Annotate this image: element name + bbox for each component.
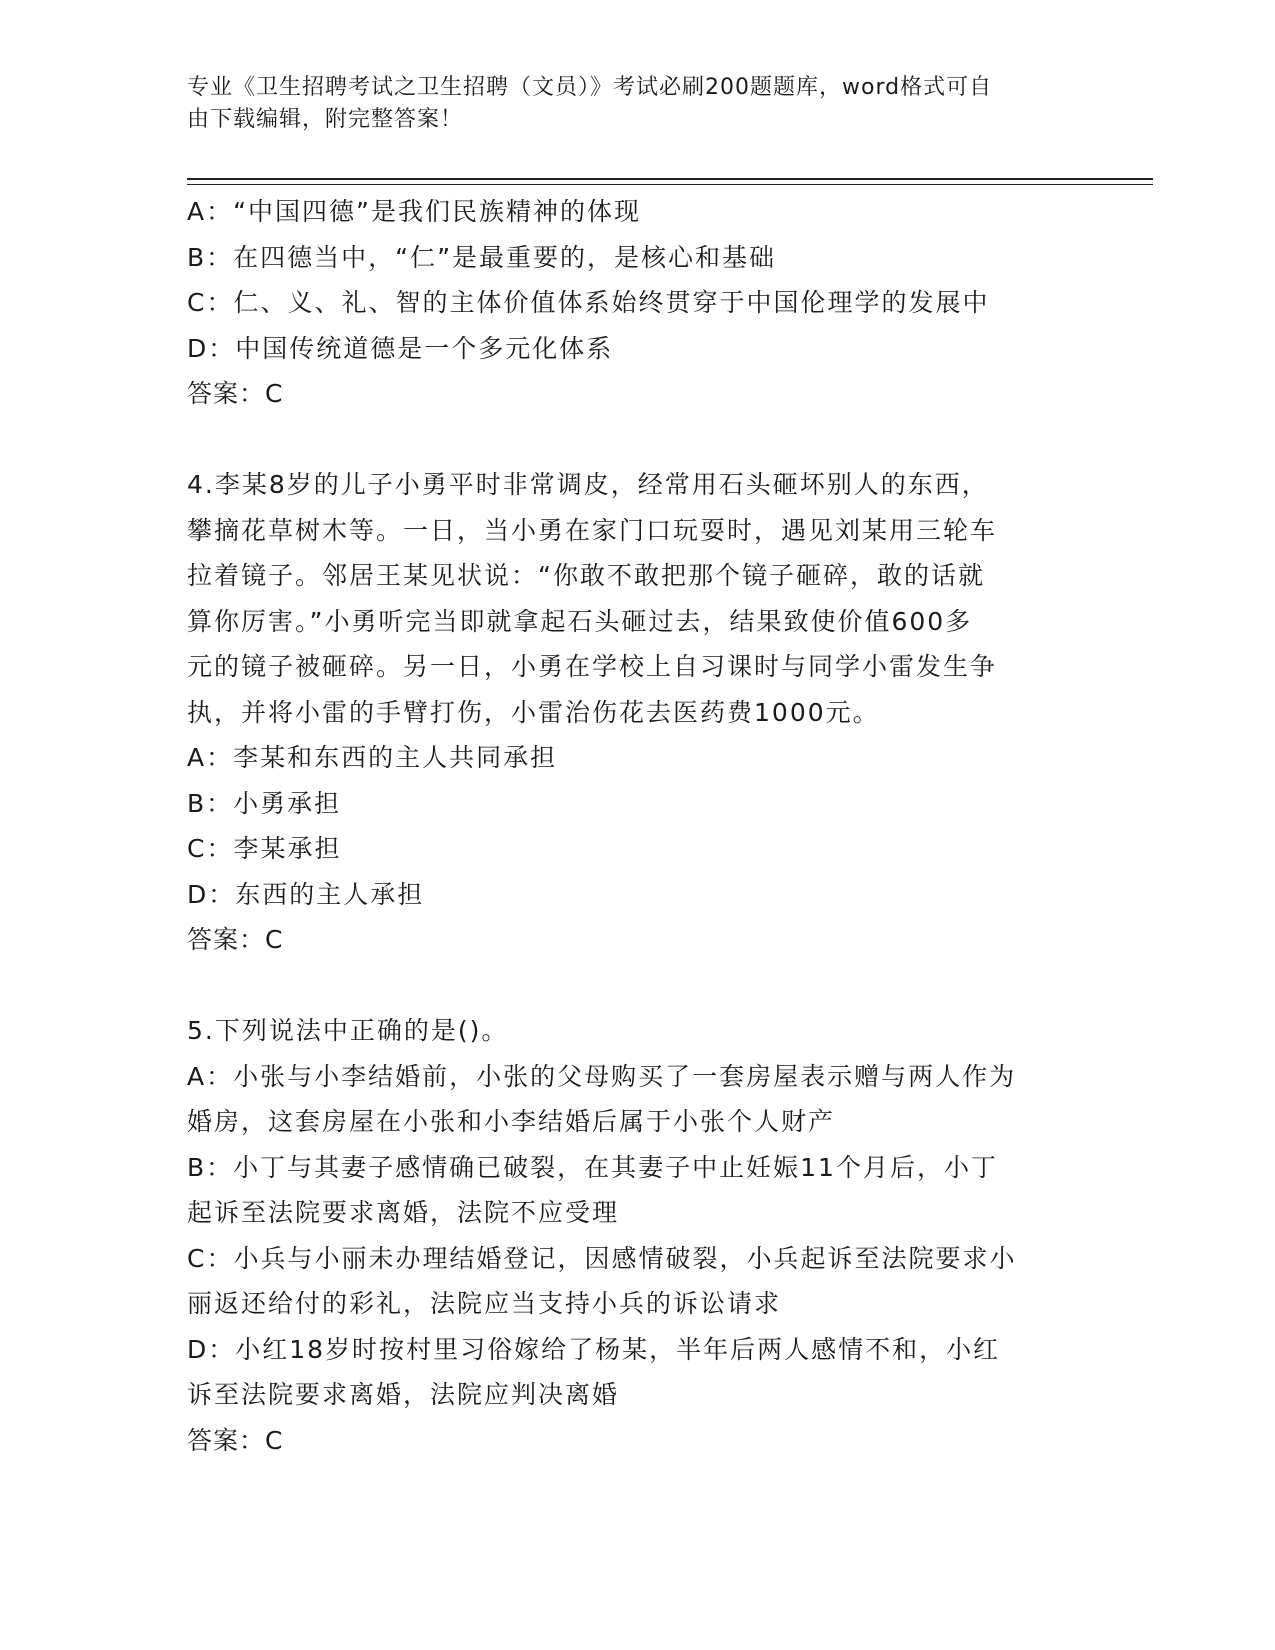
question-4 <box>187 462 1087 917</box>
option-a: A：小张与小李结婚前，小张的父母购买了一套房屋表示赠与两人作为 <box>187 1061 1017 1091</box>
spacer <box>187 417 1087 463</box>
option-b: B：小丁与其妻子感情确已破裂，在其妻子中止妊娠11个月后，小丁 <box>187 1152 998 1182</box>
option-b: B：小勇承担 <box>187 788 342 818</box>
question-3-options <box>187 189 1087 371</box>
question-5-answer: 答案：C <box>187 1425 284 1455</box>
question-4-stem-line: 攀摘花草树木等。一日，当小勇在家门口玩耍时，遇见刘某用三轮车 <box>187 515 998 545</box>
option-c: C：李某承担 <box>187 834 342 863</box>
spacer <box>187 963 1087 1009</box>
document-body <box>187 189 1087 1463</box>
question-5-stem-line: 5.下列说法中正确的是()。 <box>187 1016 509 1045</box>
question-4-answer: 答案：C <box>187 925 284 954</box>
question-3-answer: 答案：C <box>187 379 284 408</box>
question-4-stem-line: 4.李某8岁的儿子小勇平时非常调皮，经常用石头砸坏别人的东西， <box>187 470 989 499</box>
header-line-1: 专业《卫生招聘考试之卫生招聘（文员）》考试必刷200题题库，word格式可自 <box>187 75 993 100</box>
header-divider-thin <box>187 184 1153 185</box>
header-line-2: 由下载编辑，附完整答案！ <box>187 107 464 132</box>
option-a: A：李某和东西的主人共同承担 <box>187 743 558 772</box>
question-4-stem-line: 拉着镜子。邻居王某见状说：“你敢不敢把那个镜子砸碎，敢的话就 <box>187 561 985 590</box>
question-4-stem-line: 算你厉害。”小勇听完当即就拿起石头砸过去，结果致使价值600多 <box>187 606 973 636</box>
option-c-continued: 丽返还给付的彩礼，法院应当支持小兵的诉讼请求 <box>187 1289 782 1318</box>
question-5 <box>187 1008 1087 1418</box>
option-d: D：小红18岁时按村里习俗嫁给了杨某，半年后两人感情不和，小红 <box>187 1334 1001 1364</box>
question-4-stem-line: 执，并将小雷的手臂打伤，小雷治伤花去医药费1000元。 <box>187 697 880 727</box>
document-header <box>187 72 1067 136</box>
option-a: A：“中国四德”是我们民族精神的体现 <box>187 197 642 226</box>
option-c: C：小兵与小丽未办理结婚登记，因感情破裂，小兵起诉至法院要求小 <box>187 1243 1017 1273</box>
option-d: D：中国传统道德是一个多元化体系 <box>187 333 614 363</box>
question-4-stem-line: 元的镜子被砸碎。另一日，小勇在学校上自习课时与同学小雷发生争 <box>187 652 998 681</box>
option-c: C：仁、义、礼、智的主体价值体系始终贯穿于中国伦理学的发展中 <box>187 288 990 317</box>
header-divider-thick <box>187 178 1153 180</box>
option-d: D：东西的主人承担 <box>187 879 425 909</box>
option-b: B：在四德当中，“仁”是最重要的，是核心和基础 <box>187 242 777 272</box>
option-b-continued: 起诉至法院要求离婚，法院不应受理 <box>187 1198 620 1227</box>
option-a-continued: 婚房，这套房屋在小张和小李结婚后属于小张个人财产 <box>187 1107 836 1136</box>
option-d-continued: 诉至法院要求离婚，法院应判决离婚 <box>187 1380 620 1409</box>
